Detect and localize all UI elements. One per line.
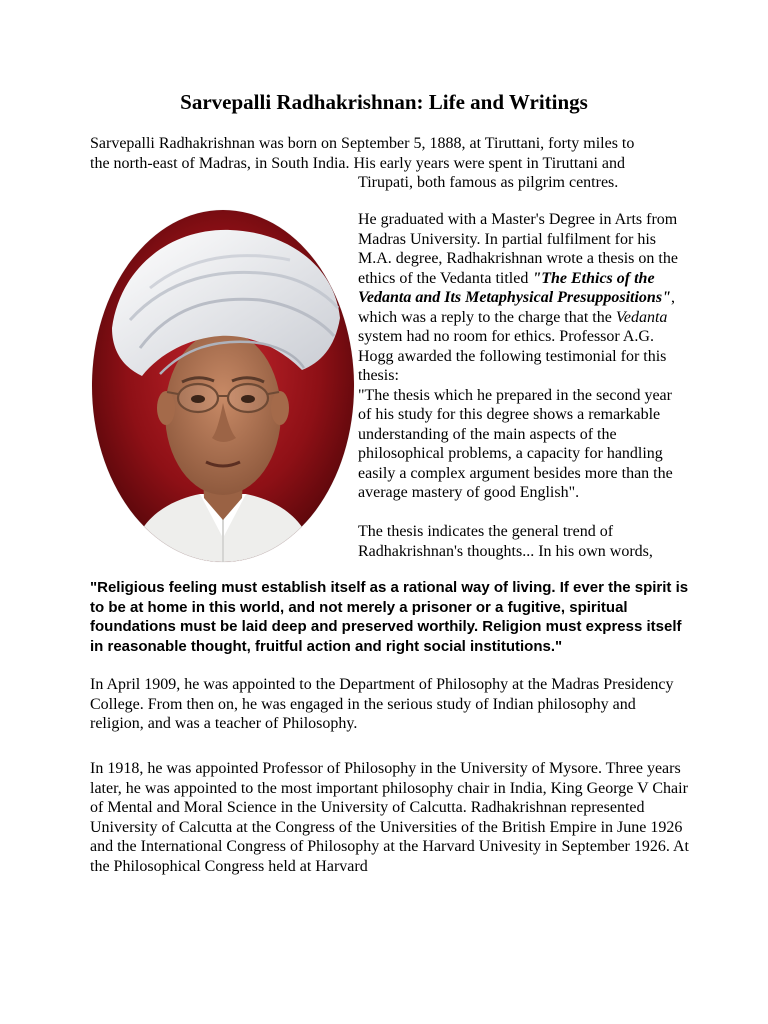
text-segment: He graduated with a Master's Degree in Arts from Madras University. In partial fulfilment for his M.A. degree, Radhakrishnan wrote a thesis on the ethics of the Vedanta titled — [358, 211, 678, 287]
text-segment: , which was a reply to the charge that the — [358, 289, 675, 326]
thesis-trend-paragraph: The thesis indicates the general trend of Radhakrishnan's thoughts... In his own words, — [358, 523, 653, 560]
paragraph-1909: In April 1909, he was appointed to the Department of Philosophy at the Madras Presidency College. From then on, he was engaged in the serious study of Indian philosophy and religion, and was a teacher of Philosophy. — [90, 676, 674, 732]
right-column — [358, 210, 678, 561]
paragraph-1918: In 1918, he was appointed Professor of Philosophy in the University of Mysore. Three years later, he was appointed to the most important philosophy chair in India, King George V Chair of Mental and Moral Science in the University of Calcutta. Radhakrishnan represented University of Calcutta at the Congress of the Universities of the British Empire in June 1926 and the International Congress of Philosophy at the Harvard Univesity in September 1926. At the Philosophical Congress held at Harvard — [90, 760, 689, 875]
intro-line: Tirupati, both famous as pilgrim centres. — [358, 174, 619, 191]
testimonial-quote: "The thesis which he prepared in the second year of his study for this degree shows a remarkable understanding of the main aspects of the philosophical problems, a capacity for handling easily a complex argument besides more than the average mastery of good English". — [358, 386, 673, 501]
intro-paragraph — [90, 134, 690, 193]
graduation-paragraph — [358, 210, 678, 386]
page-title: Sarvepalli Radhakrishnan: Life and Writings — [180, 90, 588, 114]
portrait-image — [90, 208, 356, 564]
radhakrishnan-quote: "Religious feeling must establish itself as a rational way of living. If ever the spirit is to be at home in this world, and not merely a prisoner or a fugitive, spiritual foundations must be laid deep and preserved worthily. Religion must express itself in reasonable thought, fruitful action and right social institutions." — [90, 579, 689, 655]
vedanta-term: Vedanta — [615, 308, 668, 326]
thesis-title: "The Ethics of the Vedanta and Its Metaphysical Presuppositions" — [358, 269, 671, 306]
intro-line: Sarvepalli Radhakrishnan was born on September 5, 1888, at Tiruttani, forty miles to — [90, 135, 635, 152]
text-segment: system had no room for ethics. Professor A.G. Hogg awarded the following testimonial for this thesis: — [358, 328, 667, 384]
intro-line: the north-east of Madras, in South India. His early years were spent in Tiruttani and — [90, 154, 625, 172]
